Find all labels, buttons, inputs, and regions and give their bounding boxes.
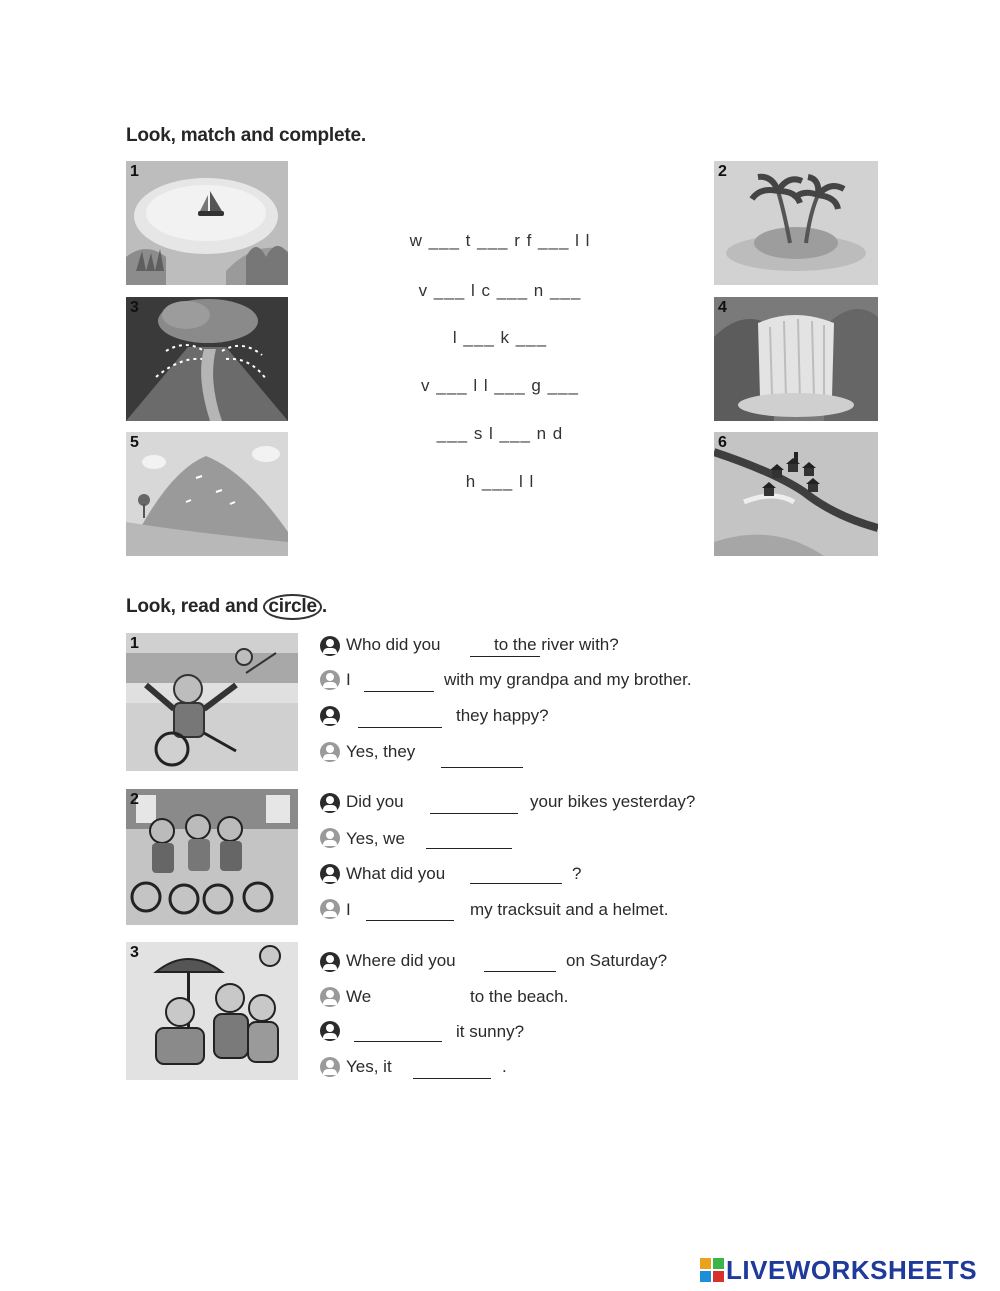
word-item: w ___ t ___ r f ___ l l [409,231,591,250]
liveworksheets-logo[interactable] [700,1254,977,1286]
island-icon [714,161,878,285]
liveworksheets-logo-icon [700,1258,724,1282]
picture-1 [126,161,288,285]
circled-word: circle [263,594,321,620]
picture-5 [126,432,288,556]
answer-blank[interactable] [378,1006,458,1007]
word-item: v ___ l l ___ g ___ [421,376,579,395]
dialogue-picture-1 [126,633,298,771]
bikes-icon [126,789,298,925]
dialogue-text: Where did you [346,951,456,970]
section1-heading: Look, match and complete. [126,125,366,146]
dialogue-text: I [346,670,351,689]
word-item: h ___ l l [465,472,535,491]
logo-text: LIVEWORKSHEETS [726,1254,978,1285]
dialogue-text: your bikes yesterday? [530,792,696,811]
volcano-icon [126,297,288,421]
picture-number: 6 [718,434,727,451]
answer-blank[interactable] [426,848,512,849]
section2-heading [126,594,327,620]
answer-blank[interactable] [430,813,518,814]
dialogue-text: Yes, it [346,1057,392,1076]
dialogue-text: on Saturday? [566,951,668,970]
speaker-b-icon [320,742,340,762]
picture-number: 3 [130,944,139,961]
speaker-a-icon [320,952,340,972]
answer-blank[interactable] [364,691,434,692]
river-grandpa-icon [126,633,298,771]
dialogue-text: ? [572,864,582,883]
answer-blank[interactable] [413,1078,491,1079]
hill-icon [126,432,288,556]
dialogue-text: to the river with? [494,635,619,654]
dialogue-picture-3 [126,942,298,1080]
word-item: v ___ l c ___ n ___ [418,281,582,300]
village-icon [714,432,878,556]
answer-blank[interactable] [441,767,523,768]
speaker-a-icon [320,793,340,813]
dialogue-text: they happy? [456,706,549,725]
picture-number: 3 [130,299,139,316]
beach-icon [126,942,298,1080]
picture-2 [714,161,878,285]
word-item: ___ s l ___ n d [436,424,564,443]
dialogue-text: to the beach. [470,987,569,1006]
answer-blank[interactable] [470,656,540,657]
speaker-a-icon [320,1021,340,1041]
picture-number: 2 [718,163,727,180]
speaker-b-icon [320,670,340,690]
picture-number: 1 [130,163,139,180]
dialogue-text: What did you [346,864,446,883]
waterfall-icon [714,297,878,421]
lake-icon [126,161,288,285]
answer-blank[interactable] [470,883,562,884]
answer-blank[interactable] [358,727,442,728]
picture-number: 2 [130,791,139,808]
dialogue-text: with my grandpa and my brother. [444,670,692,689]
speaker-a-icon [320,706,340,726]
dialogue-text: Who did you [346,635,441,654]
speaker-b-icon [320,987,340,1007]
dialogue-text: Yes, we [346,829,405,848]
answer-blank[interactable] [354,1041,442,1042]
dialogue-text: it sunny? [456,1022,525,1041]
dialogue-text: Did you [346,792,404,811]
dialogue-text: . [502,1057,507,1076]
answer-blank[interactable] [484,971,556,972]
heading-text: Look, read and [126,596,264,617]
dialogue-text: We [346,987,372,1006]
picture-3 [126,297,288,421]
speaker-a-icon [320,636,340,656]
dialogue-picture-2 [126,789,298,925]
heading-period: . [321,596,327,617]
picture-4 [714,297,878,421]
picture-number: 4 [718,299,727,316]
picture-number: 1 [130,635,139,652]
speaker-b-icon [320,828,340,848]
dialogue-text: I [346,900,351,919]
dialogue-text: my tracksuit and a helmet. [470,900,669,919]
speaker-b-icon [320,899,340,919]
speaker-b-icon [320,1057,340,1077]
word-item: l ___ k ___ [452,328,548,347]
answer-blank[interactable] [366,920,454,921]
speaker-a-icon [320,864,340,884]
picture-6 [714,432,878,556]
dialogue-text: Yes, they [346,742,416,761]
picture-number: 5 [130,434,139,451]
